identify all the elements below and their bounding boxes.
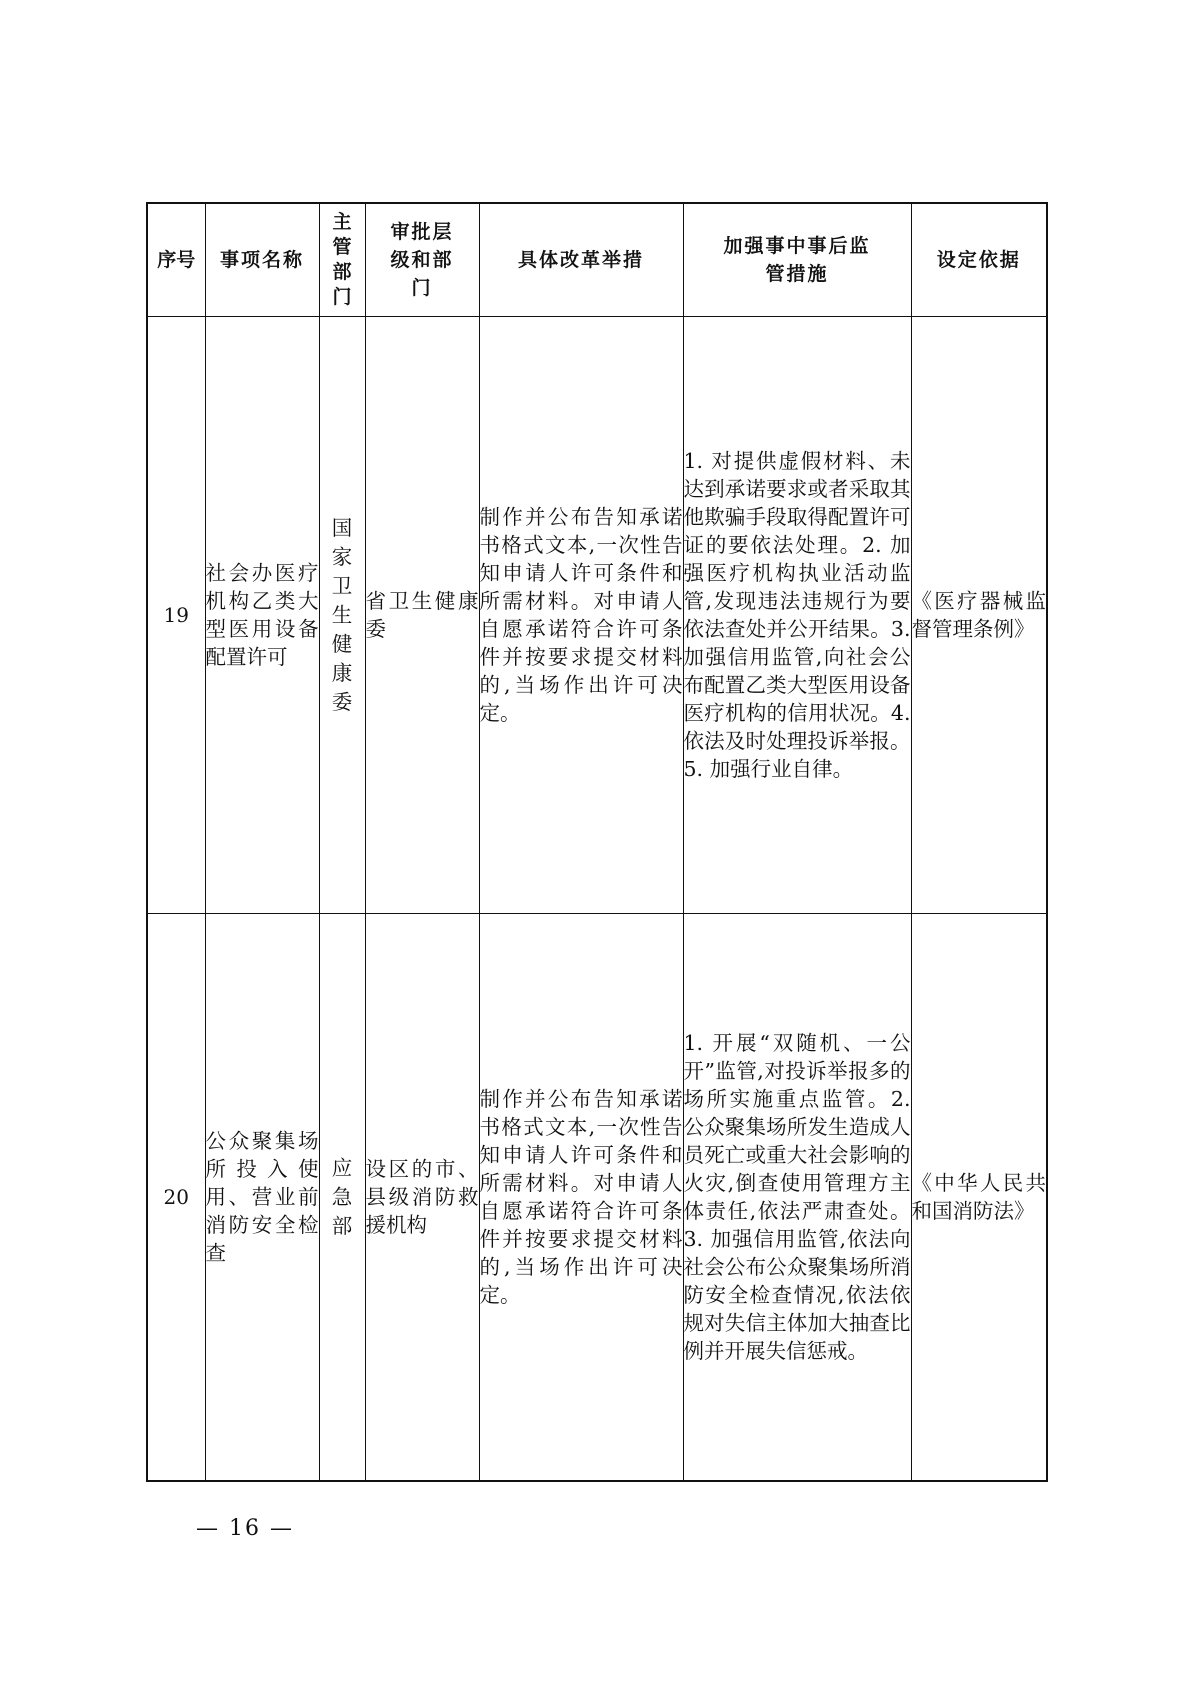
header-reform-measures: 具体改革举措 <box>479 203 683 317</box>
row-seq: 20 <box>147 914 205 1482</box>
table-header-row <box>147 203 1047 317</box>
row-department-text: 应急部 <box>331 1155 353 1238</box>
row-department-text: 国家卫生健康委 <box>331 515 353 714</box>
row-legal-basis: 《医疗器械监督管理条例》 <box>911 317 1047 914</box>
row-approval-level: 省卫生健康委 <box>365 317 479 914</box>
table-row <box>147 914 1047 1482</box>
header-supervision-measures <box>683 203 911 317</box>
row-legal-basis: 《中华人民共和国消防法》 <box>911 914 1047 1482</box>
row-reform-measures: 制作并公布告知承诺书格式文本,一次性告知申请人许可条件和所需材料。对申请人自愿承诺符合许可条件并按要求提交材料的,当场作出许可决定。 <box>479 914 683 1482</box>
header-department-text: 主管部门 <box>332 210 354 308</box>
header-item-name: 事项名称 <box>205 203 319 317</box>
row-approval-level: 设区的市、县级消防救援机构 <box>365 914 479 1482</box>
table-row <box>147 317 1047 914</box>
row-department <box>319 317 365 914</box>
approval-items-table <box>146 202 1048 1482</box>
header-department <box>319 203 365 317</box>
row-seq: 19 <box>147 317 205 914</box>
header-seq: 序号 <box>147 203 205 317</box>
row-reform-measures: 制作并公布告知承诺书格式文本,一次性告知申请人许可条件和所需材料。对申请人自愿承诺符合许可条件并按要求提交材料的,当场作出许可决定。 <box>479 317 683 914</box>
header-approval-level-text: 审批层级和部门 <box>390 221 454 299</box>
row-department <box>319 914 365 1482</box>
row-supervision-measures: 1. 开展“双随机、一公开”监管,对投诉举报多的场所实施重点监管。2. 公众聚集场所发生造成人员死亡或重大社会影响的火灾,倒查使用管理方主体责任,依法严肃查处。3. 加强信用监管,依法向社会公布公众聚集场所消防安全检查情况,依法依规对失信主体加大抽查比例并开展失信惩戒。 <box>683 914 911 1482</box>
page-number: — 16 — <box>196 1516 294 1541</box>
row-supervision-measures: 1. 对提供虚假材料、未达到承诺要求或者采取其他欺骗手段取得配置许可证的要依法处理。2. 加强医疗机构执业活动监管,发现违法违规行为要依法查处并公开结果。3. 加强信用监管,向社会公布配置乙类大型医用设备医疗机构的信用状况。4. 依法及时处理投诉举报。5. 加强行业自律。 <box>683 317 911 914</box>
header-supervision-text: 加强事中事后监管措施 <box>723 235 871 285</box>
row-item-name: 社会办医疗机构乙类大型医用设备配置许可 <box>205 317 319 914</box>
header-approval-level <box>365 203 479 317</box>
header-legal-basis: 设定依据 <box>911 203 1047 317</box>
row-item-name: 公众聚集场所投入使用、营业前消防安全检查 <box>205 914 319 1482</box>
